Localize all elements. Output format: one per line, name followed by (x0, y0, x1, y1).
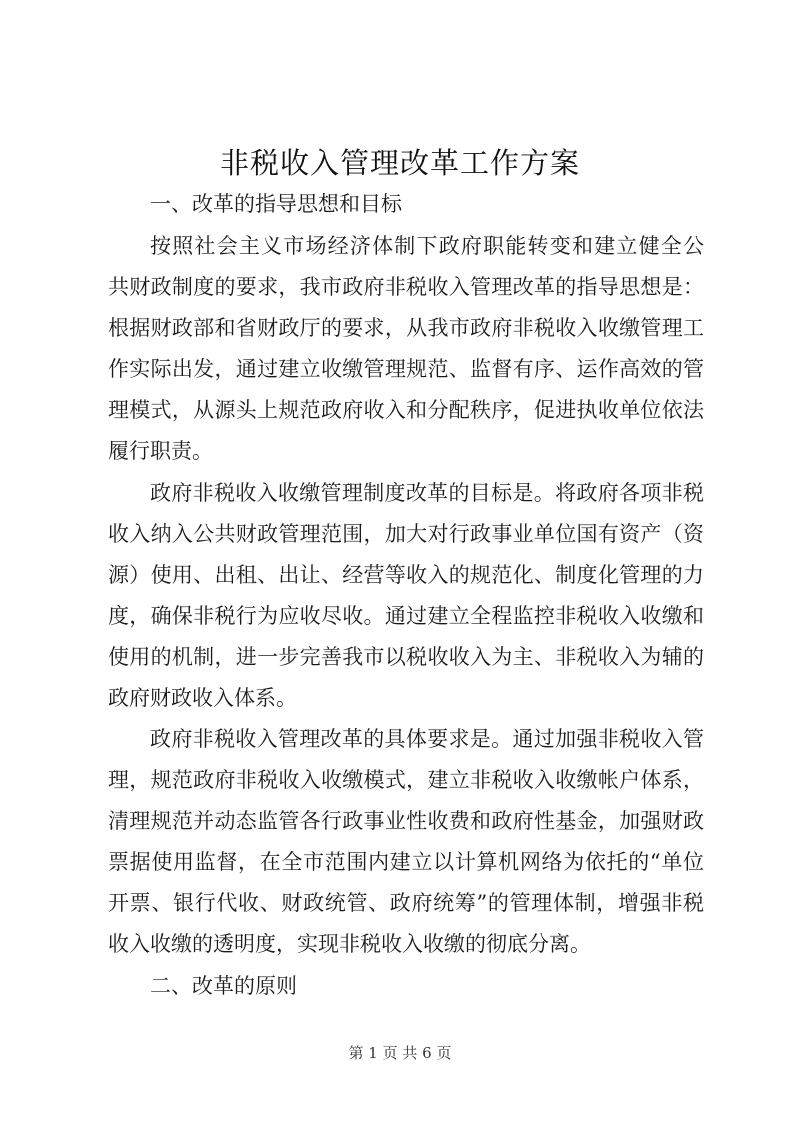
paragraph-line: 政府财政收入体系。 (108, 686, 297, 710)
paragraph-line: 履行职责。 (108, 439, 213, 463)
paragraph-line: 作实际出发，通过建立收缴管理规范、监督有序、运作高效的管 (108, 357, 704, 381)
paragraph-line: 理模式，从源头上规范政府收入和分配秩序，促进执收单位依法 (108, 398, 704, 422)
paragraph-line: 清理规范并动态监管各行政事业性收费和政府性基金，加强财政 (108, 809, 704, 833)
paragraph-line: 共财政制度的要求，我市政府非税收入管理改革的指导思想是： (108, 275, 704, 299)
paragraph-line: 理，规范政府非税收入收缴模式，建立非税收入收缴帐户体系， (108, 768, 704, 792)
paragraph-line: 收入纳入公共财政管理范围，加大对行政事业单位国有资产（资 (108, 522, 704, 546)
paragraph-line: 政府非税收入管理改革的具体要求是。通过加强非税收入管 (150, 727, 704, 751)
paragraph-line: 源）使用、出租、出让、经营等收入的规范化、制度化管理的力 (108, 563, 704, 587)
paragraph-line: 根据财政部和省财政厅的要求，从我市政府非税收入收缴管理工 (108, 316, 704, 340)
paragraph-line: 收入收缴的透明度，实现非税收入收缴的彻底分离。 (108, 932, 591, 956)
page-number-footer: 第 1 页 共 6 页 (348, 1044, 452, 1062)
paragraph-line: 开票、银行代收、财政统管、政府统筹”的管理体制，增强非税 (108, 891, 704, 915)
paragraph-line: 度，确保非税行为应收尽收。通过建立全程监控非税收入收缴和 (108, 604, 704, 628)
section-heading-1: 一、改革的指导思想和目标 (150, 192, 402, 216)
paragraph-line: 政府非税收入收缴管理制度改革的目标是。将政府各项非税 (150, 481, 704, 505)
section-heading-2: 二、改革的原则 (150, 974, 297, 998)
paragraph-line: 按照社会主义市场经济体制下政府职能转变和建立健全公 (150, 234, 704, 258)
paragraph-line: 票据使用监督，在全市范围内建立以计算机网络为依托的“单位 (108, 850, 704, 874)
paragraph-line: 使用的机制，进一步完善我市以税收收入为主、非税收入为辅的 (108, 645, 704, 669)
document-title: 非税收入管理改革工作方案 (219, 146, 580, 180)
